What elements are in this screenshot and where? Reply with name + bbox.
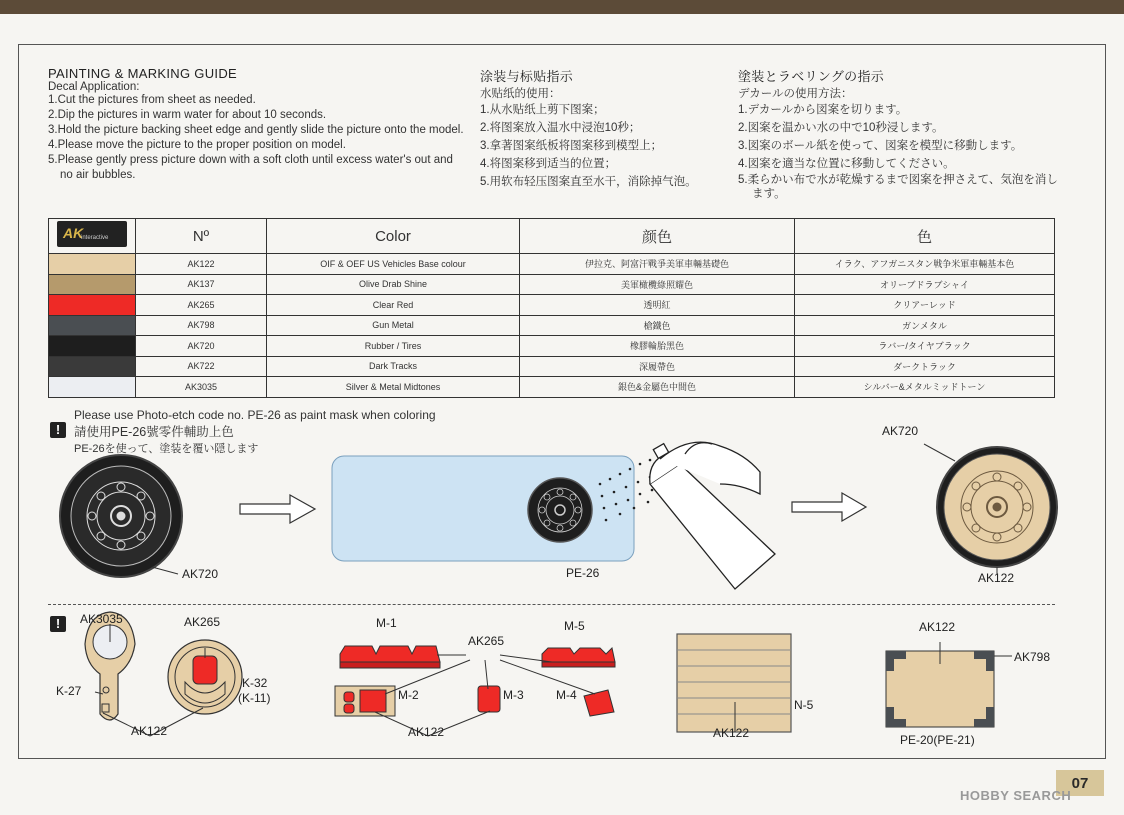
- header-color-ja: 色: [795, 219, 1055, 254]
- list-item: 2.将图案放入温水中浸泡10秒；: [480, 122, 641, 134]
- n5-part: [677, 634, 791, 732]
- color-name-ja: ダークトラック: [795, 356, 1055, 377]
- label-pe20: PE-20(PE-21): [900, 733, 975, 747]
- list-item: 3.拿著图案纸板将图案移到模型上；: [480, 140, 663, 152]
- ak-interactive-logo: AK interactive: [57, 221, 127, 247]
- label-ak265-b: AK265: [468, 634, 505, 648]
- color-name-zh: 透明紅: [520, 295, 795, 316]
- k32-part: [168, 640, 242, 714]
- list-item: 1.从水贴纸上剪下图案；: [480, 104, 605, 116]
- label-m2: M-2: [398, 688, 419, 702]
- color-name-ja: ラバー/タイヤブラック: [795, 336, 1055, 357]
- japanese-subtitle: デカールの使用方法：: [738, 88, 853, 100]
- list-item: 3.Hold the picture backing sheet edge and gently slide the picture onto the model.: [48, 124, 464, 136]
- label-pe26: PE-26: [566, 566, 600, 580]
- list-item: 2.Dip the pictures in warm water for about 10 seconds.: [48, 109, 327, 121]
- warning-icon: !: [50, 616, 66, 632]
- m5-part: [542, 648, 615, 667]
- header-color-en: Color: [267, 219, 520, 254]
- pe20-part: [886, 642, 1012, 727]
- warning-icon: !: [50, 422, 66, 438]
- list-item: 1.Cut the pictures from sheet as needed.: [48, 94, 256, 106]
- paint-code: AK137: [136, 274, 267, 295]
- color-name-en: Rubber / Tires: [267, 336, 520, 357]
- list-item: 4.図案を適当な位置に移動してください。: [738, 158, 955, 170]
- paint-code: AK3035: [136, 377, 267, 398]
- color-name-zh: 銀色&金屬色中間色: [520, 377, 795, 398]
- color-name-zh: 伊拉克、阿富汗戰爭美軍車輛基礎色: [520, 254, 795, 275]
- label-m1: M-1: [376, 616, 397, 630]
- list-item: 4.将图案移到适当的位置；: [480, 158, 617, 170]
- label-ak122-a: AK122: [131, 724, 168, 738]
- top-border: [0, 0, 1124, 14]
- label-k11: (K-11): [238, 691, 271, 705]
- paint-code: AK122: [136, 254, 267, 275]
- list-item: 5.柔らかい布で水が乾燥するまで図案を押さえて、気泡を消します。: [738, 174, 1058, 200]
- color-name-en: Dark Tracks: [267, 356, 520, 377]
- tan-wheel: [924, 444, 1057, 574]
- color-name-zh: 槍鐵色: [520, 315, 795, 336]
- mask-note-zh: 請使用PE-26號零件輔助上色: [74, 425, 234, 439]
- arrow-right-icon: [792, 493, 866, 521]
- chinese-title: 涂装与标贴指示: [480, 69, 574, 84]
- label-m3: M-3: [503, 688, 524, 702]
- label-ak720-right: AK720: [882, 424, 919, 438]
- list-item: 4.Please move the picture to the proper position on model.: [48, 139, 346, 151]
- color-name-zh: 橡膠輪胎黑色: [520, 336, 795, 357]
- color-name-en: OIF & OEF US Vehicles Base colour: [267, 254, 520, 275]
- header-number: Nº: [136, 219, 267, 254]
- color-name-ja: クリアーレッド: [795, 295, 1055, 316]
- label-m5: M-5: [564, 619, 585, 633]
- color-name-ja: イラク、アフガニスタン戦争米軍車輛基本色: [795, 254, 1055, 275]
- list-item: 5.用软布轻压图案直至水干，消除掉气泡。: [480, 176, 697, 188]
- paint-code: AK265: [136, 295, 267, 316]
- m3-part: [478, 686, 500, 712]
- list-item: 5.Please gently press picture down with a soft cloth until excess water's out and no air bubbles.: [48, 154, 453, 181]
- chinese-subtitle: 水贴纸的使用：: [480, 88, 561, 100]
- label-ak122-c: AK122: [713, 726, 750, 740]
- label-k32: K-32: [242, 676, 268, 690]
- color-name-en: Silver & Metal Midtones: [267, 377, 520, 398]
- arrow-right-icon: [240, 495, 315, 523]
- paint-code: AK798: [136, 315, 267, 336]
- instruction-sheet: [0, 14, 1124, 815]
- list-item: 2.図案を温かい水の中で10秒浸します。: [738, 122, 944, 134]
- spray-can-icon: [650, 442, 775, 589]
- label-m4: M-4: [556, 688, 577, 702]
- color-name-zh: 深履帶色: [520, 356, 795, 377]
- masked-wheel: [528, 478, 592, 542]
- list-item: 3.図案のボール紙を使って、図案を模型に移動します。: [738, 140, 1023, 152]
- watermark: HOBBY SEARCH: [960, 788, 1072, 803]
- header-color-zh: 颜色: [520, 219, 795, 254]
- japanese-title: 塗装とラベリングの指示: [738, 69, 885, 84]
- m4-part: [584, 690, 614, 716]
- color-name-ja: ガンメタル: [795, 315, 1055, 336]
- list-item: 1.デカールから図案を切ります。: [738, 104, 908, 116]
- color-name-en: Clear Red: [267, 295, 520, 316]
- label-ak798: AK798: [1014, 650, 1051, 664]
- label-ak122-right: AK122: [978, 571, 1015, 585]
- page-number: 07: [1056, 770, 1104, 796]
- m1-part: [340, 646, 440, 668]
- section-divider: [48, 604, 1055, 605]
- label-k27: K-27: [56, 684, 82, 698]
- black-wheel: [60, 455, 182, 577]
- label-ak720-left: AK720: [182, 567, 219, 581]
- label-ak122-d: AK122: [919, 620, 956, 634]
- mask-note-en: Please use Photo-etch code no. PE-26 as paint mask when coloring: [74, 408, 436, 422]
- color-name-ja: オリーブドラブシャイ: [795, 274, 1055, 295]
- english-subtitle: Decal Application:: [48, 81, 140, 93]
- label-ak122-b: AK122: [408, 725, 445, 739]
- color-name-ja: シルバー&メタルミッドトーン: [795, 377, 1055, 398]
- paint-code: AK720: [136, 336, 267, 357]
- color-name-en: Gun Metal: [267, 315, 520, 336]
- english-title: PAINTING & MARKING GUIDE: [48, 66, 237, 81]
- m2-part: [335, 686, 395, 716]
- mask-note-ja: PE-26を使って、塗装を覆い隠します: [74, 443, 259, 455]
- label-n5: N-5: [794, 698, 814, 712]
- paint-code: AK722: [136, 356, 267, 377]
- k27-part: [85, 612, 135, 720]
- color-name-zh: 美軍橄欖綠照耀色: [520, 274, 795, 295]
- label-ak3035: AK3035: [80, 612, 123, 626]
- color-name-en: Olive Drab Shine: [267, 274, 520, 295]
- label-ak265-a: AK265: [184, 615, 221, 629]
